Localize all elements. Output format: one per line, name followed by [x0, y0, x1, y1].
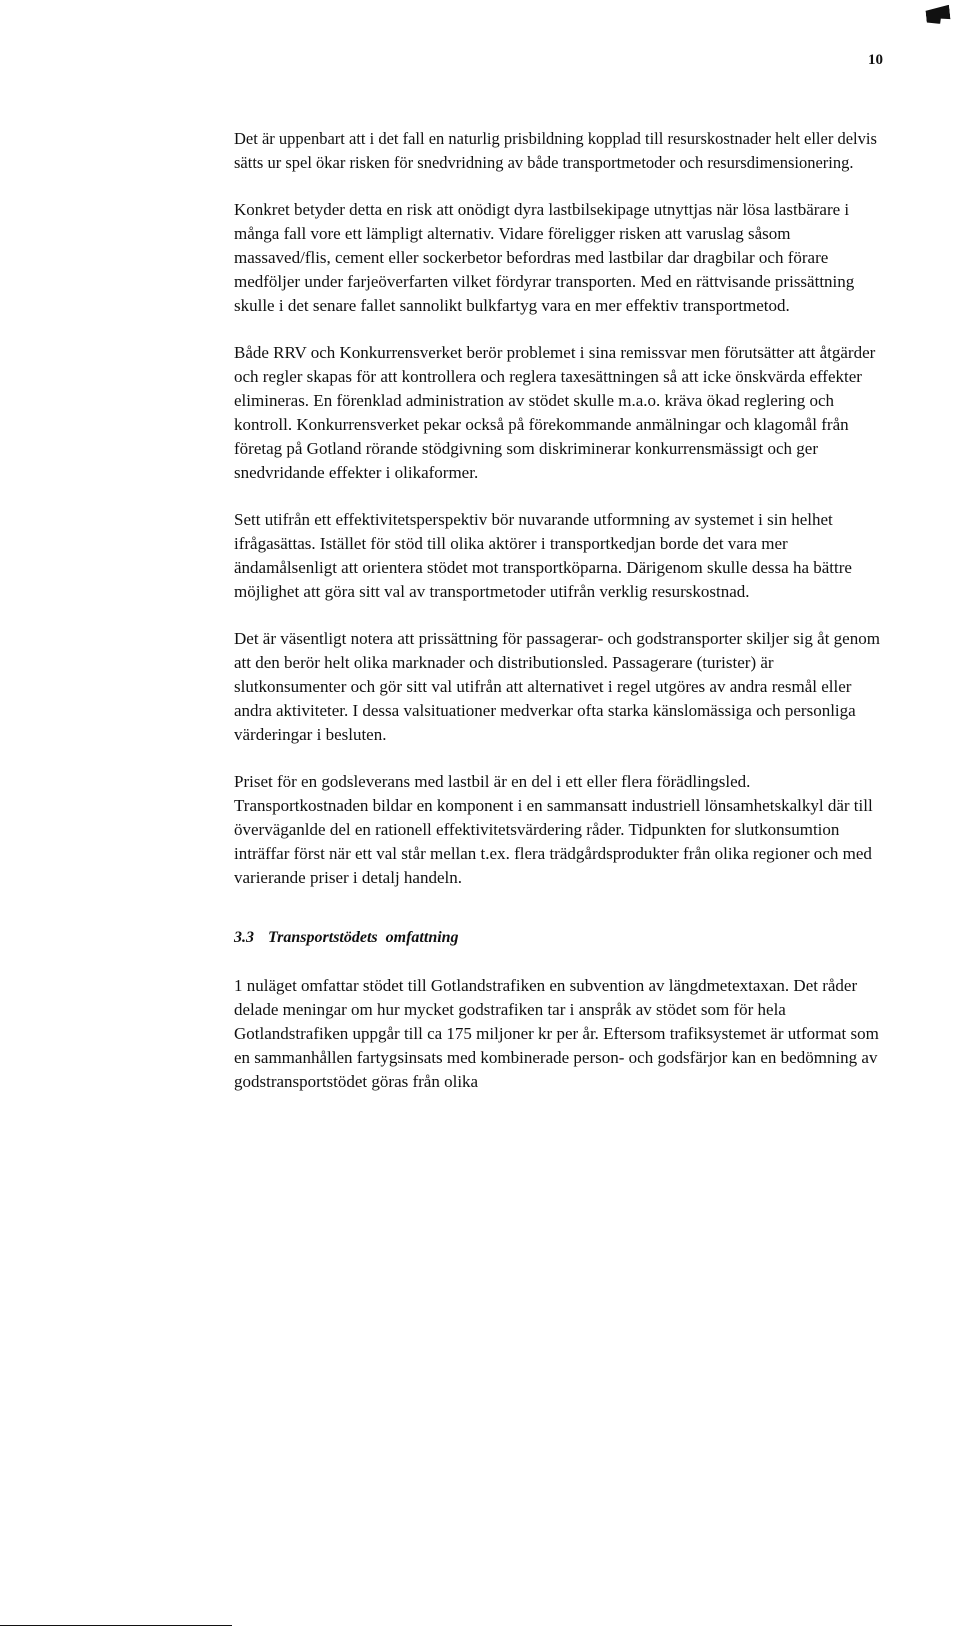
corner-mark-icon — [925, 5, 951, 25]
paragraph-4: Sett utifrån ett effektivitetsperspektiv bör nuvarande utformning av systemet i sin helhet ifrågasättas. Istället för stöd till olika aktörer i transportkedjan borde det vara mer ändamålsenligt att orientera stödet mot transportköparna. Därigenom skulle dessa ha bättre möjlighet att göra sitt val av transportmetoder utifrån verklig resurskostnad. — [234, 510, 852, 601]
section-number: 3.3 — [234, 929, 254, 946]
section-title: Transportstödets omfattning — [268, 929, 459, 946]
page-number: 10 — [868, 52, 883, 68]
paragraph-5: Det är väsentligt notera att prissättning för passagerar- och godstransporter skiljer sig åt genom att den berör helt olika marknader och distributionsled. Passagerare (turister) är slutkonsumenter och gör sitt val utifrån att alternativet i regel utgöres av andra resmål eller andra aktiviteter. I dessa valsituationer medverkar ofta starka känslomässiga och personliga värderingar i besluten. — [234, 629, 880, 744]
paragraph-2: Konkret betyder detta en risk att onödigt dyra lastbilsekipage utnyttjas när lösa lastbärare i många fall vore ett lämpligt alternativ. Vidare föreligger risken att varuslag såsom massaved/flis, cement eller sockerbetor befordras med lastbilar dar dragbilar och förare medföljer under farjeöverfarten vilket fördyrar transporten. Med en rättvisande prissättning skulle i det senare fallet sannolikt bulkfartyg vara en mer effektiv transportmetod. — [234, 200, 855, 315]
paragraph-6: Priset för en godsleverans med lastbil är en del i ett eller flera förädlingsled. Transportkostnaden bildar en komponent i en sammansatt industriell lönsamhetskalkyl där till överväganlde del en rationell effektivitetsvärdering råder. Tidpunkten for slutkonsumtion inträffar först när ett val står mellan t.ex. flera trädgårdsprodukter från olika regioner och med varierande priser i detalj handeln. — [234, 772, 873, 887]
section-paragraph-1: 1 nuläget omfattar stödet till Gotlandstrafiken en subvention av längdmetextaxan. Det råder delade meningar om hur mycket godstrafiken tar i anspråk av stödet som för hela Gotlandstrafiken uppgår till ca 175 miljoner kr per år. Eftersom trafiksystemet är utformat som en sammanhållen fartygsinsats med kombinerade person- och godsfärjor kan en bedömning av godstransportstödet göras från olika — [234, 976, 879, 1091]
paragraph-3: Både RRV och Konkurrensverket berör problemet i sina remissvar men förutsätter att åtgärder och regler skapas för att kontrollera och reglera taxesättningen så att icke önskvärda effekter elimineras. En förenklad administration av stödet skulle m.a.o. kräva ökad reglering och kontroll. Konkurrensverket pekar också på förekommande anmälningar och klagomål från företag på Gotland rörande stödgivning som diskriminerar konkurrensmässigt och ger snedvridande effekter i olikaformer. — [234, 343, 876, 482]
document-body — [234, 127, 884, 1117]
section-heading — [234, 926, 884, 950]
footnote-divider — [0, 1625, 232, 1626]
paragraph-1: Det är uppenbart att i det fall en naturlig prisbildning kopplad till resurskostnader helt eller delvis sätts ur spel ökar risken för snedvridning av både transportmetoder och resursdimensionering. — [234, 129, 877, 172]
